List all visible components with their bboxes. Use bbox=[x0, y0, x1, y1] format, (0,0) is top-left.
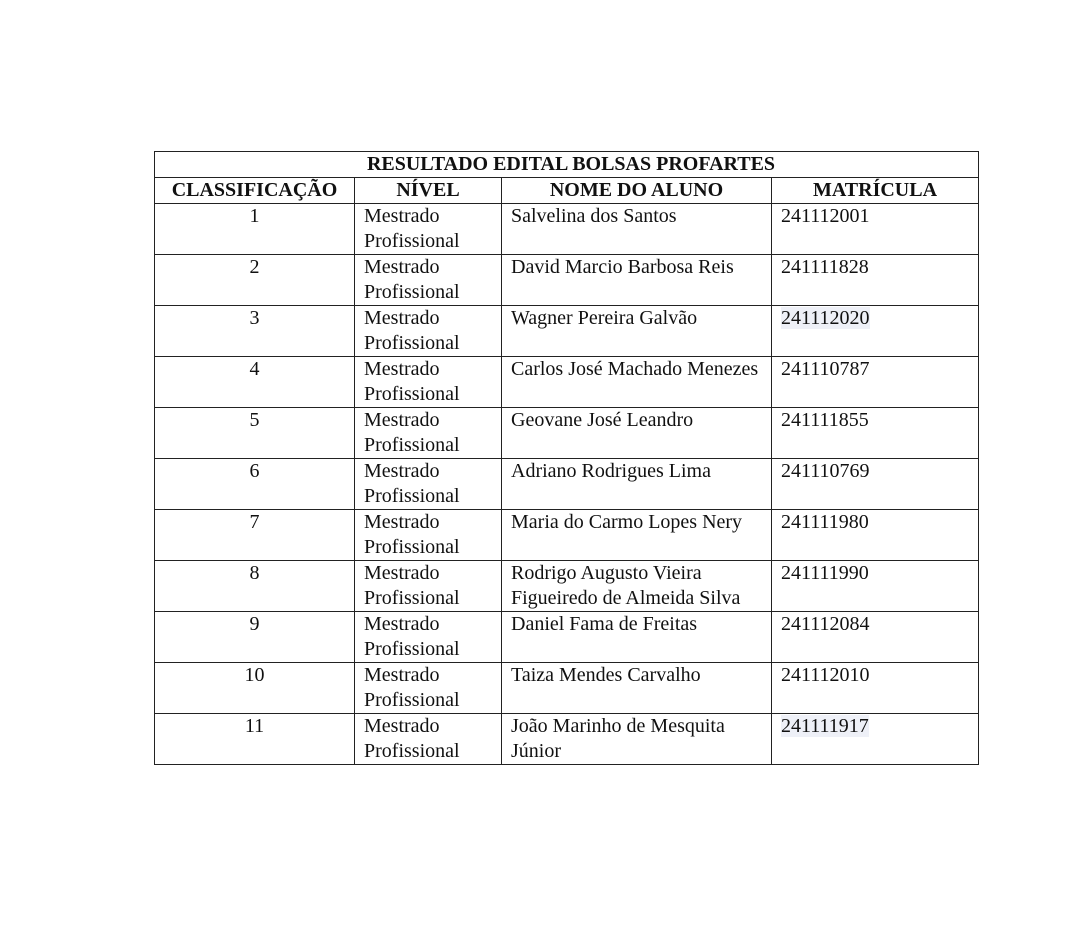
rank-cell: 2 bbox=[155, 255, 355, 306]
level-line: Profissional bbox=[364, 230, 460, 252]
title-row bbox=[155, 152, 979, 178]
table-row bbox=[155, 459, 979, 510]
rank-cell: 8 bbox=[155, 561, 355, 612]
level-line: Profissional bbox=[364, 281, 460, 303]
rank-cell: 10 bbox=[155, 663, 355, 714]
level-line: Mestrado bbox=[364, 511, 440, 533]
level-line: Profissional bbox=[364, 536, 460, 558]
level-line: Profissional bbox=[364, 332, 460, 354]
level-line: Profissional bbox=[364, 740, 460, 762]
level-line: Mestrado bbox=[364, 613, 440, 635]
table-row bbox=[155, 714, 979, 765]
matricula-cell: 241111980 bbox=[772, 510, 979, 561]
rank-cell: 9 bbox=[155, 612, 355, 663]
table-row bbox=[155, 510, 979, 561]
matricula-cell: 241110769 bbox=[772, 459, 979, 510]
matricula-cell: 241110787 bbox=[772, 357, 979, 408]
level-line: Mestrado bbox=[364, 205, 440, 227]
column-header-nome-do-aluno: NOME DO ALUNO bbox=[502, 178, 772, 204]
level-line: Mestrado bbox=[364, 664, 440, 686]
table-row bbox=[155, 612, 979, 663]
matricula-cell: 241111828 bbox=[772, 255, 979, 306]
table-row bbox=[155, 255, 979, 306]
level-line: Mestrado bbox=[364, 358, 440, 380]
table-row bbox=[155, 357, 979, 408]
matricula-text: 241112020 bbox=[781, 307, 870, 329]
rank-cell: 7 bbox=[155, 510, 355, 561]
level-line: Profissional bbox=[364, 638, 460, 660]
level-line: Mestrado bbox=[364, 460, 440, 482]
rank-cell: 1 bbox=[155, 204, 355, 255]
student-name-cell: Carlos José Machado Menezes bbox=[502, 357, 772, 408]
student-name-cell: Salvelina dos Santos bbox=[502, 204, 772, 255]
level-line: Mestrado bbox=[364, 715, 440, 737]
table-row bbox=[155, 306, 979, 357]
level-cell bbox=[355, 306, 502, 357]
column-header-nivel: NÍVEL bbox=[355, 178, 502, 204]
level-cell bbox=[355, 714, 502, 765]
student-name-cell: Adriano Rodrigues Lima bbox=[502, 459, 772, 510]
table-row bbox=[155, 561, 979, 612]
level-cell bbox=[355, 255, 502, 306]
matricula-cell: 241112010 bbox=[772, 663, 979, 714]
student-name-cell: Geovane José Leandro bbox=[502, 408, 772, 459]
matricula-text: 241111917 bbox=[781, 715, 869, 737]
level-line: Mestrado bbox=[364, 409, 440, 431]
header-row bbox=[155, 178, 979, 204]
student-name-cell: Wagner Pereira Galvão bbox=[502, 306, 772, 357]
column-header-matricula: MATRÍCULA bbox=[772, 178, 979, 204]
student-name-cell: Rodrigo Augusto Vieira Figueiredo de Almeida Silva bbox=[502, 561, 772, 612]
matricula-cell: 241112084 bbox=[772, 612, 979, 663]
level-cell bbox=[355, 612, 502, 663]
level-line: Profissional bbox=[364, 485, 460, 507]
student-name-cell: João Marinho de Mesquita Júnior bbox=[502, 714, 772, 765]
table-row bbox=[155, 204, 979, 255]
level-cell bbox=[355, 357, 502, 408]
rank-cell: 11 bbox=[155, 714, 355, 765]
matricula-cell: 241112001 bbox=[772, 204, 979, 255]
matricula-cell: 241111990 bbox=[772, 561, 979, 612]
column-header-classificacao: CLASSIFICAÇÃO bbox=[155, 178, 355, 204]
level-line: Profissional bbox=[364, 587, 460, 609]
table-row bbox=[155, 663, 979, 714]
matricula-cell bbox=[772, 306, 979, 357]
level-cell bbox=[355, 561, 502, 612]
rank-cell: 6 bbox=[155, 459, 355, 510]
level-line: Profissional bbox=[364, 434, 460, 456]
level-cell bbox=[355, 510, 502, 561]
level-line: Mestrado bbox=[364, 562, 440, 584]
student-name-cell: Daniel Fama de Freitas bbox=[502, 612, 772, 663]
matricula-cell: 241111855 bbox=[772, 408, 979, 459]
level-cell bbox=[355, 204, 502, 255]
table-title: RESULTADO EDITAL BOLSAS PROFARTES bbox=[155, 152, 979, 178]
level-cell bbox=[355, 459, 502, 510]
rank-cell: 3 bbox=[155, 306, 355, 357]
level-line: Profissional bbox=[364, 383, 460, 405]
level-line: Mestrado bbox=[364, 307, 440, 329]
student-name-cell: Maria do Carmo Lopes Nery bbox=[502, 510, 772, 561]
level-line: Mestrado bbox=[364, 256, 440, 278]
student-name-cell: Taiza Mendes Carvalho bbox=[502, 663, 772, 714]
level-cell bbox=[355, 408, 502, 459]
level-cell bbox=[355, 663, 502, 714]
rank-cell: 4 bbox=[155, 357, 355, 408]
level-line: Profissional bbox=[364, 689, 460, 711]
table-row bbox=[155, 408, 979, 459]
rank-cell: 5 bbox=[155, 408, 355, 459]
student-name-cell: David Marcio Barbosa Reis bbox=[502, 255, 772, 306]
results-table bbox=[154, 151, 979, 765]
matricula-cell bbox=[772, 714, 979, 765]
